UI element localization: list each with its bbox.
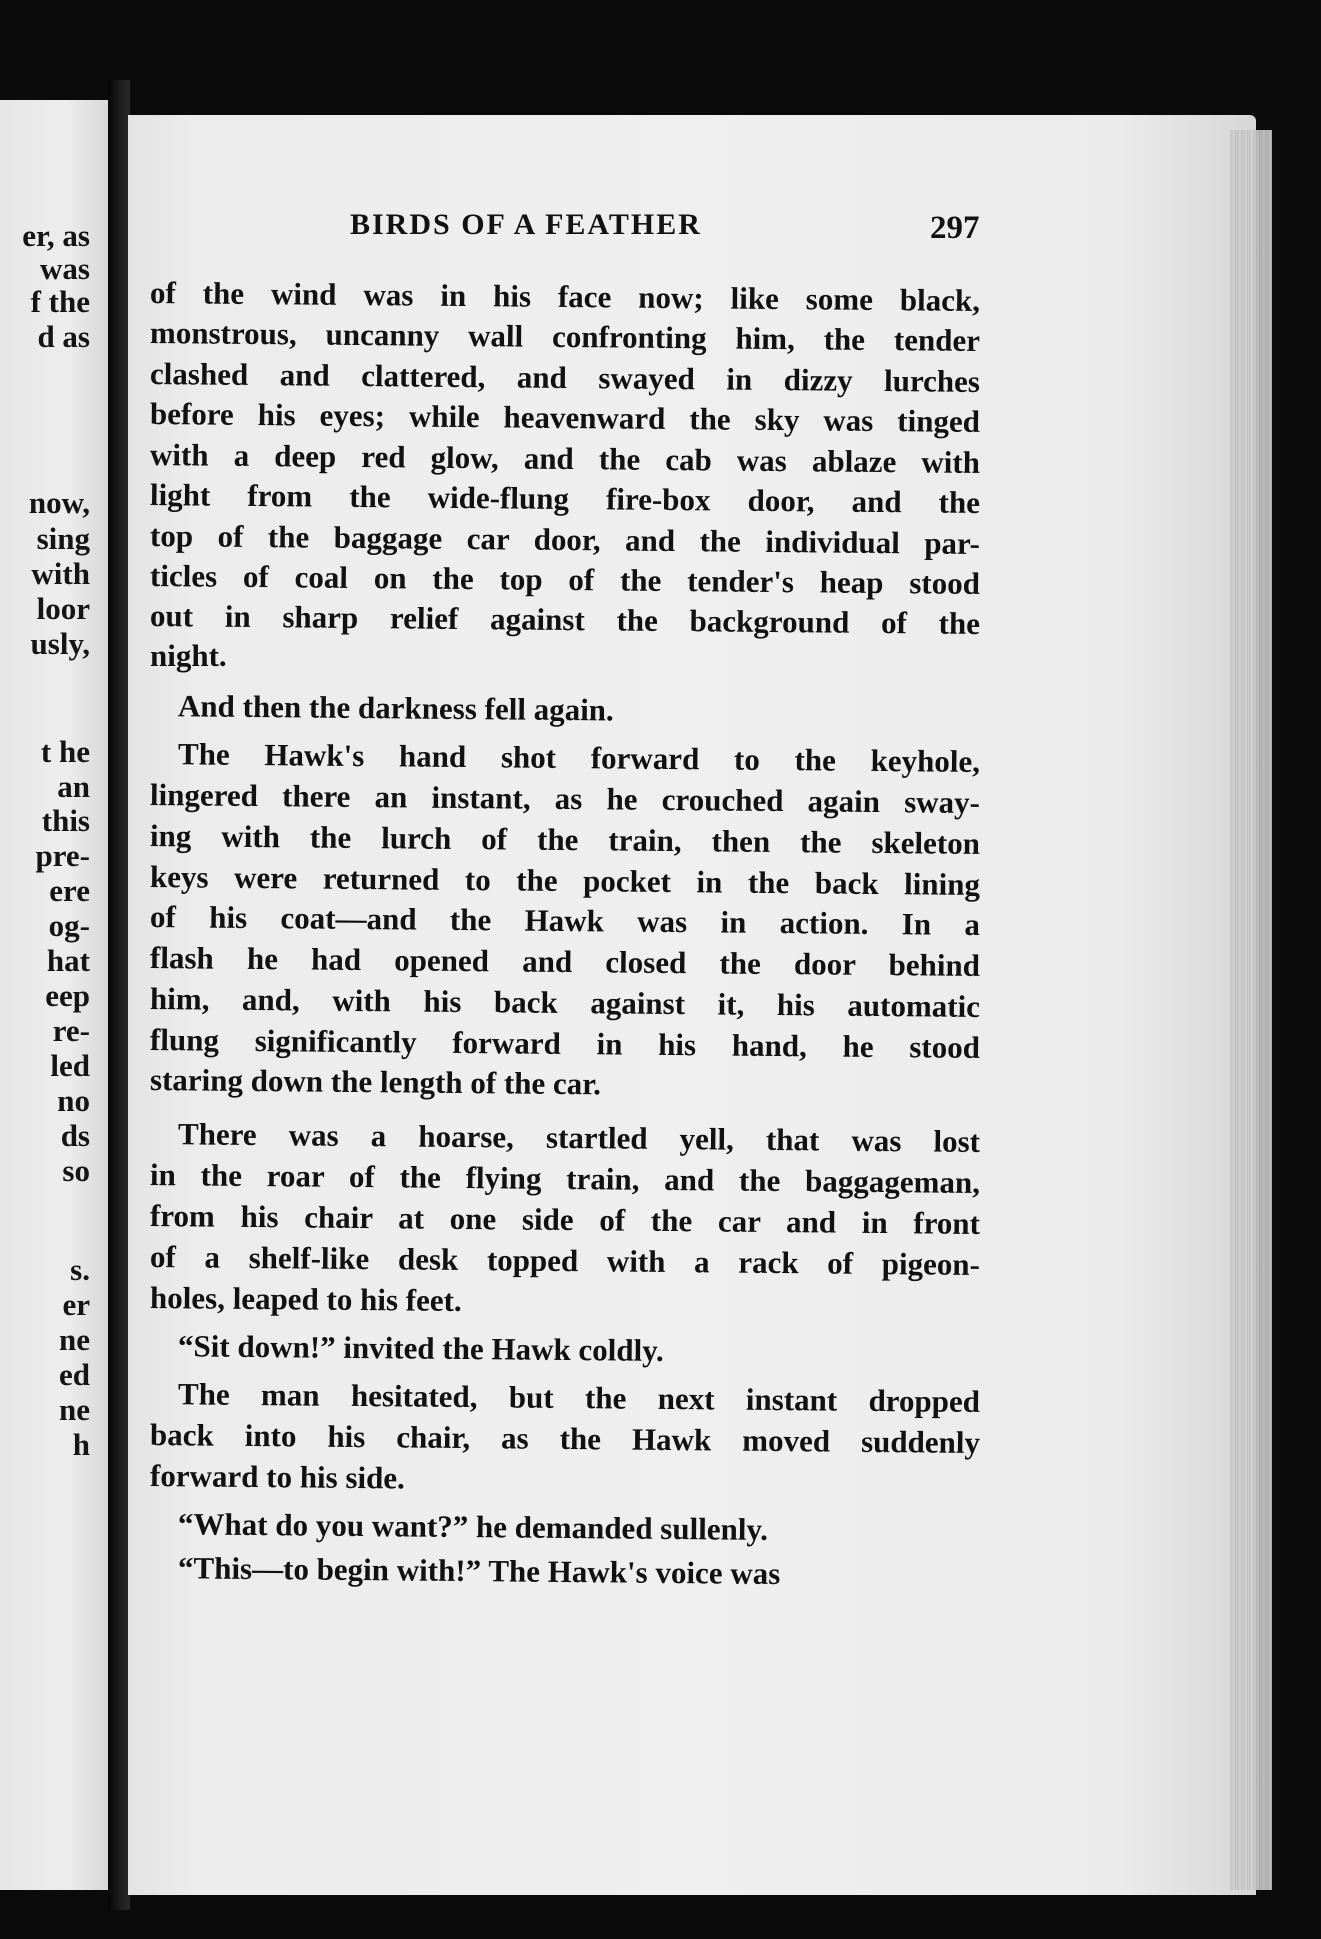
running-title: BIRDS OF A FEATHER — [350, 208, 702, 241]
body-text-line: clashed and clattered, and swayed in dizzy lurches — [149, 356, 981, 399]
left-page-line: no — [57, 1083, 90, 1118]
body-text-line: ticles of coal on the top of the tender's heap stood — [149, 558, 981, 601]
left-page-line: ds — [60, 1118, 90, 1153]
left-page-line: d as — [37, 319, 90, 354]
left-page-line: loor — [36, 591, 90, 626]
left-page-line: usly, — [30, 626, 90, 661]
body-text-line: lingered there an instant, as he crouched again sway- — [149, 777, 981, 820]
left-page-line: this — [41, 803, 90, 838]
left-page-line: re- — [52, 1013, 90, 1048]
page-number: 297 — [930, 210, 980, 246]
left-page-line: s. — [70, 1252, 90, 1287]
left-page-line: f the — [30, 284, 90, 319]
body-text-line: from his chair at one side of the car and in front — [149, 1198, 981, 1241]
body-text-line: with a deep red glow, and the cab was ablaze with — [149, 437, 981, 480]
left-page-line: ere — [49, 873, 90, 908]
left-page-line: og- — [48, 908, 90, 943]
left-page-line: ne — [59, 1392, 90, 1427]
left-page-line: ne — [59, 1322, 90, 1357]
body-text-line: back into his chair, as the Hawk moved suddenly — [149, 1417, 981, 1460]
body-text-line: keys were returned to the pocket in the back lining — [149, 859, 981, 902]
body-text-line: light from the wide-flung fire-box door, and the — [149, 477, 981, 520]
body-text-line: monstrous, uncanny wall confronting him, the tender — [149, 315, 981, 358]
body-text-line: night. — [150, 638, 227, 673]
body-text-line: “Sit down!” invited the Hawk coldly. — [177, 1328, 664, 1368]
left-page-line: er, as — [22, 218, 90, 253]
left-page-line: with — [31, 556, 90, 591]
body-text-line: forward to his side. — [149, 1458, 406, 1496]
body-text-line: ing with the lurch of the train, then the skeleton — [149, 818, 981, 861]
body-text-line: The Hawk's hand shot forward to the keyhole, — [177, 736, 981, 779]
body-text-line: “What do you want?” he demanded sullenly. — [177, 1506, 769, 1547]
left-page-line: h — [72, 1427, 90, 1462]
body-text-line: of a shelf-like desk topped with a rack of pigeon- — [149, 1239, 981, 1282]
body-text-line: “This—to begin with!” The Hawk's voice was — [177, 1550, 781, 1592]
body-text-line: in the roar of the flying train, and the baggageman, — [149, 1157, 981, 1200]
body-text-line: holes, leaped to his feet. — [149, 1280, 462, 1318]
book-gutter-shadow — [108, 80, 130, 1910]
left-page-line: an — [57, 769, 90, 804]
body-text-line: before his eyes; while heavenward the sky was tinged — [149, 396, 981, 439]
left-page-line: now, — [28, 485, 90, 520]
left-page-line: ed — [59, 1357, 90, 1392]
body-text-line: him, and, with his back against it, his automatic — [149, 981, 981, 1024]
body-text-line: top of the baggage car door, and the individual par- — [149, 518, 981, 561]
body-text-line: of the wind was in his face now; like some black, — [149, 275, 981, 318]
body-text-line: out in sharp relief against the background of the — [149, 598, 981, 641]
left-page-line: led — [50, 1048, 90, 1083]
body-text-line: flash he had opened and closed the door behind — [149, 940, 981, 983]
body-text-line: And then the darkness fell again. — [177, 688, 614, 728]
left-page-line: hat — [46, 943, 90, 978]
left-page-fragment — [0, 100, 108, 1890]
page-edge-stack — [1230, 130, 1272, 1890]
body-text-line: The man hesitated, but the next instant dropped — [177, 1376, 981, 1419]
body-text-line: staring down the length of the car. — [149, 1062, 602, 1102]
left-page-line: er — [62, 1287, 90, 1322]
body-text-line: flung significantly forward in his hand, he stood — [149, 1022, 981, 1065]
left-page-line: pre- — [35, 838, 90, 873]
left-page-line: eep — [45, 978, 90, 1013]
left-page-line: t he — [40, 734, 90, 769]
left-page-line: so — [62, 1153, 90, 1188]
left-page-line: was — [40, 251, 90, 286]
body-text-line: of his coat—and the Hawk was in action. In a — [149, 899, 981, 942]
left-page-line: sing — [36, 521, 90, 556]
body-text-line: There was a hoarse, startled yell, that was lost — [177, 1116, 981, 1159]
